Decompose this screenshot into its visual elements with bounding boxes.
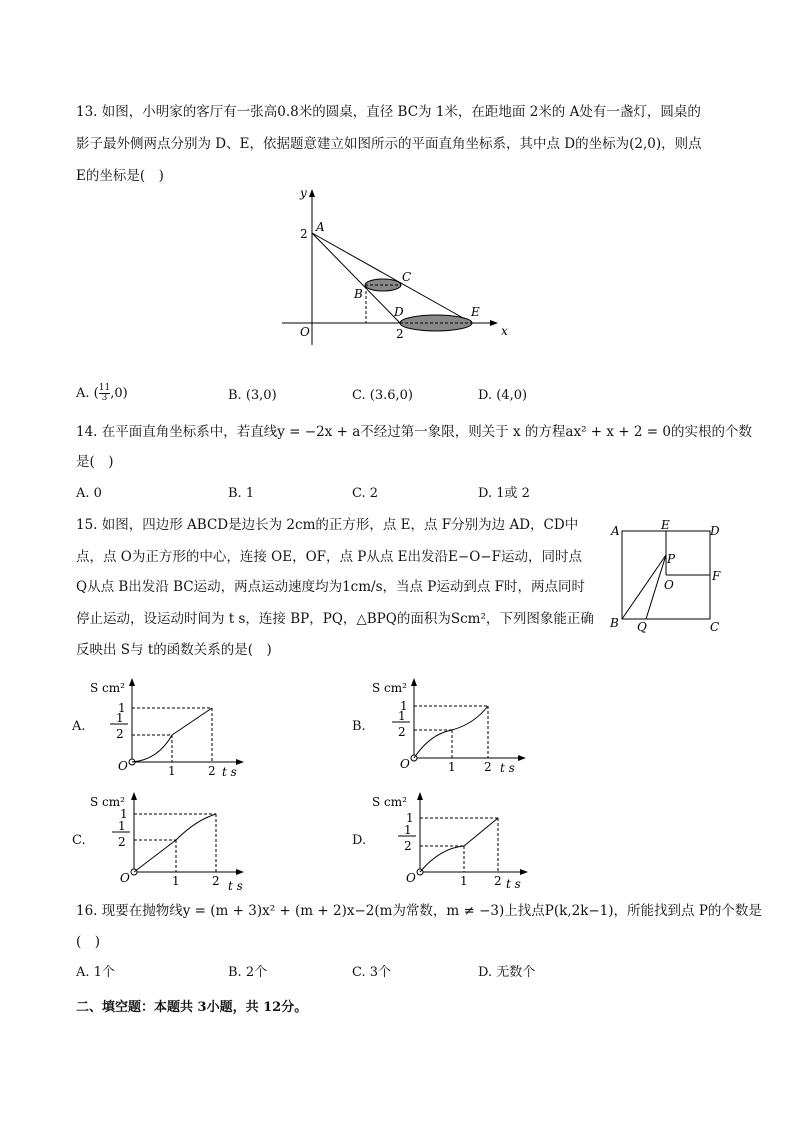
tick-1-y: 1 bbox=[406, 811, 414, 825]
t-axis-label: t s bbox=[222, 765, 237, 779]
sq-label-C: C bbox=[710, 620, 720, 634]
origin-label: O bbox=[406, 871, 416, 885]
label-E: E bbox=[471, 305, 480, 319]
q15-line-5: 反映出 S与 t的函数关系的是( ) bbox=[76, 642, 272, 658]
line-AD bbox=[312, 233, 400, 323]
t-axis-arrow-icon bbox=[236, 869, 244, 875]
half-num: 1 bbox=[404, 823, 412, 837]
line-AE bbox=[312, 233, 472, 323]
q14-line-1: 14. 在平面直角坐标系中，若直线y = −2x + a不经过第一象限，则关于 x 的方程ax² + x + 2 = 0的实根的个数 bbox=[76, 424, 752, 440]
q15-line-3: Q从点 B出发沿 BC运动，两点运动速度均为1cm/s，当点 P运动到点 F时，两点同时 bbox=[76, 579, 586, 595]
tick-2-x: 2 bbox=[484, 760, 492, 774]
line-part-2 bbox=[172, 708, 212, 735]
half-den: 2 bbox=[116, 727, 124, 741]
half-num: 1 bbox=[118, 819, 126, 833]
s-axis-arrow-icon bbox=[129, 678, 135, 686]
label-B: B bbox=[354, 287, 363, 301]
q15-square-figure bbox=[604, 518, 734, 638]
origin-label: O bbox=[400, 757, 410, 771]
q16-option-a: A. 1个 bbox=[76, 965, 115, 980]
curve-part-1 bbox=[132, 735, 172, 762]
q16-option-b: B. 2个 bbox=[228, 965, 268, 980]
graph-c bbox=[88, 786, 248, 898]
sq-label-O: O bbox=[664, 578, 674, 592]
segment-BP bbox=[622, 555, 666, 619]
y-axis-arrow-icon bbox=[309, 189, 315, 197]
tick-1-y: 1 bbox=[118, 701, 126, 715]
tick-1-y: 1 bbox=[120, 807, 128, 821]
graph-option-c-label: C. bbox=[72, 833, 86, 848]
s-axis-label: S cm² bbox=[90, 681, 125, 695]
origin-label: O bbox=[120, 871, 130, 885]
q16-line-2: ( ) bbox=[76, 934, 101, 950]
sq-label-E: E bbox=[661, 518, 670, 532]
sq-label-D: D bbox=[710, 524, 720, 538]
section-2-heading: 二、填空题：本题共 3小题，共 12分。 bbox=[76, 1000, 308, 1015]
curve-part-2 bbox=[176, 814, 216, 840]
q13-line-3: E的坐标是( ) bbox=[76, 168, 164, 184]
line-part-1 bbox=[134, 840, 176, 872]
q13-figure bbox=[270, 185, 530, 355]
t-axis-arrow-icon bbox=[520, 869, 528, 875]
graph-b bbox=[370, 672, 530, 784]
origin-label: O bbox=[118, 759, 128, 773]
graph-option-b-label: B. bbox=[352, 719, 366, 734]
half-den: 2 bbox=[118, 835, 126, 849]
s-axis-arrow-icon bbox=[417, 792, 423, 800]
q13-option-a bbox=[76, 384, 128, 403]
q15-line-2: 点，点 O为正方形的中心，连接 OE，OF，点 P从点 E出发沿E−O−F运动，同时点 bbox=[76, 549, 582, 565]
q14-option-d: D. 1或 2 bbox=[478, 486, 530, 501]
line-part-2 bbox=[464, 818, 498, 846]
tick-1-y: 1 bbox=[400, 699, 408, 713]
label-D: D bbox=[394, 305, 404, 319]
q15-line-4: 停止运动，设运动时间为 t s，连接 BP，PQ，△BPQ的面积为Scm²，下列图象能正确 bbox=[76, 611, 594, 627]
label-O: O bbox=[300, 325, 310, 339]
sq-label-A: A bbox=[611, 524, 620, 538]
label-A: A bbox=[316, 220, 325, 234]
s-axis-arrow-icon bbox=[131, 792, 137, 800]
q13-option-a-suffix: ,0) bbox=[110, 386, 128, 401]
curve-part-1 bbox=[420, 846, 464, 872]
segment-PQ bbox=[646, 555, 666, 619]
half-den: 2 bbox=[398, 725, 406, 739]
t-axis-arrow-icon bbox=[518, 755, 526, 761]
tick-1-x: 1 bbox=[460, 874, 468, 888]
s-axis-label: S cm² bbox=[372, 681, 407, 695]
sq-label-B: B bbox=[610, 616, 619, 630]
tick-1-x: 1 bbox=[448, 760, 456, 774]
graph-d bbox=[370, 786, 534, 898]
tick-1-x: 1 bbox=[168, 764, 176, 778]
label-2-x: 2 bbox=[396, 327, 404, 341]
t-axis-label: t s bbox=[506, 877, 521, 891]
q14-option-b: B. 1 bbox=[228, 486, 255, 501]
tick-2-x: 2 bbox=[494, 874, 502, 888]
q14-option-c: C. 2 bbox=[352, 486, 379, 501]
q13-option-b: B. (3,0) bbox=[228, 388, 277, 403]
q13-option-c: C. (3.6,0) bbox=[352, 388, 413, 403]
fraction-denominator: 3 bbox=[101, 393, 108, 403]
label-2-y: 2 bbox=[300, 227, 308, 241]
q16-line-1: 16. 现要在抛物线y = (m + 3)x² + (m + 2)x−2(m为常数，m ≠ −3)上找点P(k,2k−1)，所能找到点 P的个数是 bbox=[76, 903, 762, 919]
q13-line-2: 影子最外侧两点分别为 D、E，依据题意建立如图所示的平面直角坐标系，其中点 D的坐标为(2,0)，则点 bbox=[76, 136, 702, 152]
sq-label-P: P bbox=[667, 552, 676, 566]
q13-line-1: 13. 如图，小明家的客厅有一张高0.8米的圆桌，直径 BC为 1米，在距地面 2米的 A处有一盏灯，圆桌的 bbox=[76, 104, 701, 120]
label-x: x bbox=[501, 324, 508, 338]
graph-option-d-label: D. bbox=[352, 833, 367, 848]
q16-option-c: C. 3个 bbox=[352, 965, 392, 980]
fraction-numerator: 11 bbox=[98, 383, 111, 393]
t-axis-label: t s bbox=[228, 879, 243, 893]
sq-label-Q: Q bbox=[637, 620, 647, 634]
label-C: C bbox=[402, 270, 412, 284]
half-num: 1 bbox=[116, 711, 124, 725]
half-num: 1 bbox=[398, 709, 406, 723]
curve bbox=[414, 706, 488, 758]
t-axis-label: t s bbox=[500, 761, 515, 775]
q13-option-d: D. (4,0) bbox=[478, 388, 528, 403]
s-axis-label: S cm² bbox=[372, 795, 407, 809]
label-y: y bbox=[300, 186, 307, 200]
graph-a bbox=[88, 672, 248, 784]
x-axis-arrow-icon bbox=[490, 320, 498, 326]
q16-option-d: D. 无数个 bbox=[478, 965, 536, 980]
q14-line-2: 是( ) bbox=[76, 454, 114, 470]
q13-option-a-prefix: A. ( bbox=[76, 386, 99, 401]
tick-2-x: 2 bbox=[208, 764, 216, 778]
t-axis-arrow-icon bbox=[236, 759, 244, 765]
sq-label-F: F bbox=[712, 569, 721, 583]
q13-option-a-fraction bbox=[99, 384, 110, 403]
q14-option-a: A. 0 bbox=[76, 486, 102, 501]
graph-option-a-label: A. bbox=[72, 719, 86, 734]
tick-1-x: 1 bbox=[172, 874, 180, 888]
tick-2-x: 2 bbox=[212, 874, 220, 888]
half-den: 2 bbox=[404, 839, 412, 853]
s-axis-label: S cm² bbox=[90, 795, 125, 809]
q15-line-1: 15. 如图，四边形 ABCD是边长为 2cm的正方形，点 E，点 F分别为边 AD，CD中 bbox=[76, 517, 579, 533]
s-axis-arrow-icon bbox=[411, 678, 417, 686]
